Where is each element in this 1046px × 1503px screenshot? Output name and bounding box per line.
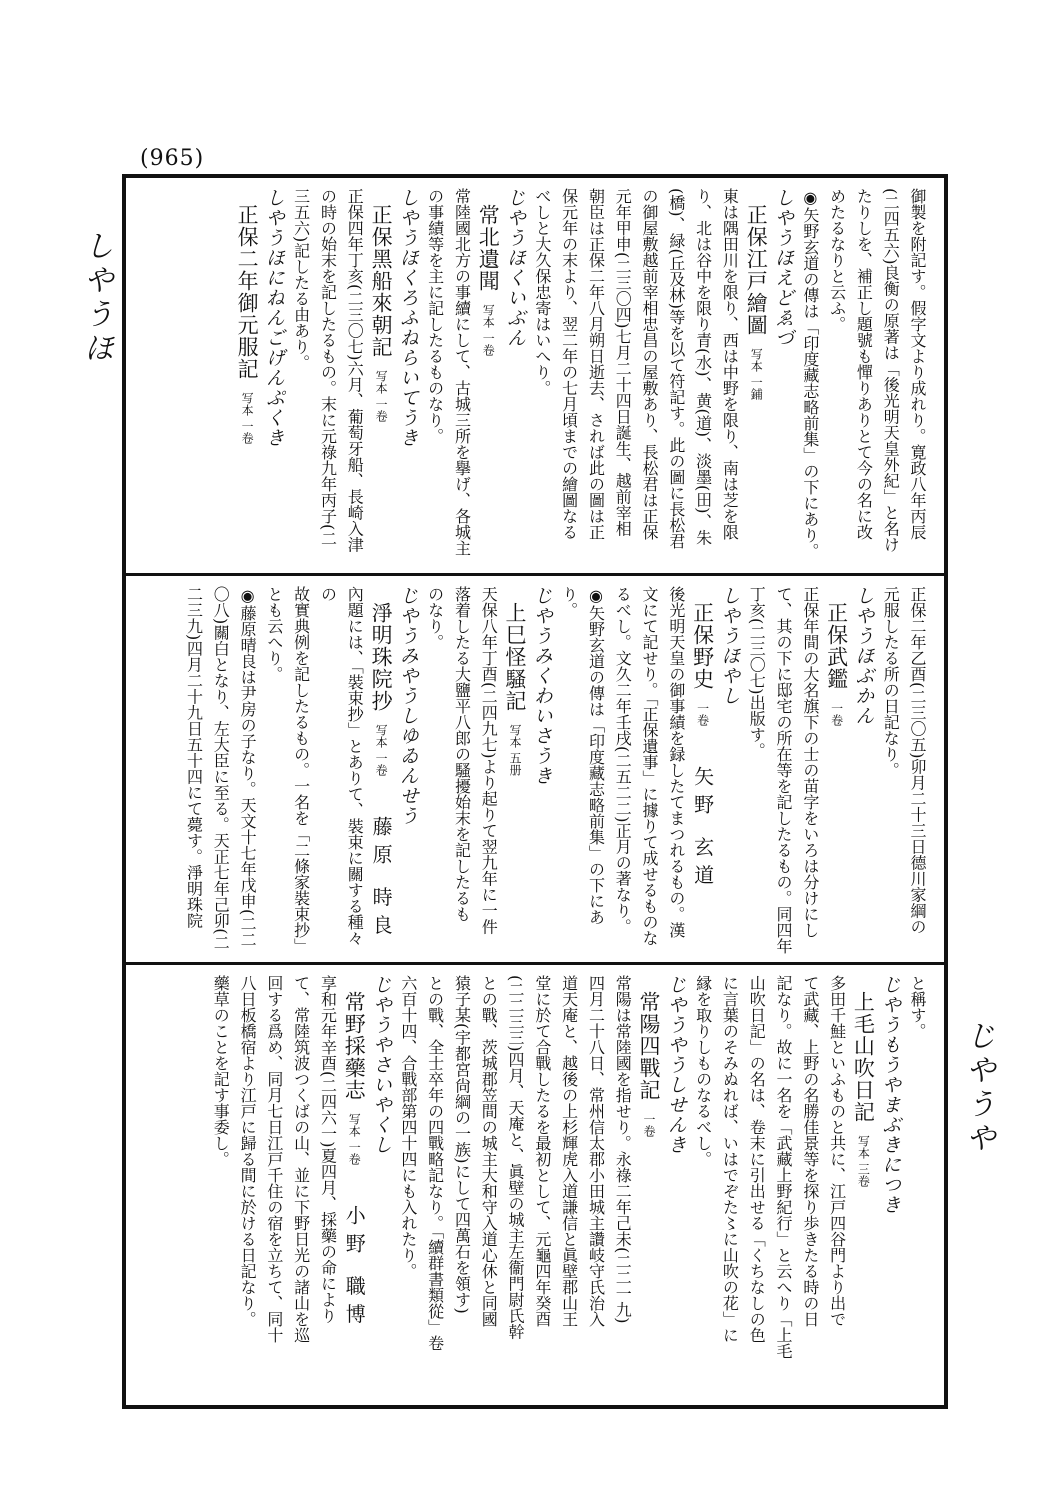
entry-volumes: 写本 五册 [508, 724, 523, 776]
body-line: 元服したる所の日記なり。 [881, 586, 901, 778]
body-line: 常陽は常陸國を指せり。永祿二年己未(二二一九) [613, 975, 633, 1324]
body-line: 保元年の末より、翌二年の七月頃までの繪圖なる [559, 188, 579, 540]
entry-author: 矢野 玄道 [690, 766, 715, 893]
entry-volumes: 一卷 [642, 1113, 657, 1137]
entry-title: 常野採藥志 [342, 991, 367, 1101]
entry-title-line [474, 188, 501, 566]
page-number: (965) [140, 146, 205, 171]
entry-volumes: 一卷 [695, 702, 710, 726]
body-line: に言葉のそみぬれば、いはでぞた〻に山吹の花」に [720, 975, 740, 1343]
body-line: 御製を附記す。假字文より成れり。寛政八年丙辰 [908, 188, 927, 540]
body-line: 記なり。故に一名を「武藏上野紀行」と云へり「上毛 [774, 975, 794, 1359]
entry-reading: じやうほくいぶん [504, 188, 527, 348]
body-line: 正保年間の大名旗下の士の苗字をいろは分けにし [800, 586, 820, 938]
entry-title: 常陽四戰記 [637, 991, 662, 1101]
body-line: (二二三三)四月、天庵と、眞壁の城主左衞門尉氏幹 [506, 975, 526, 1340]
body-line: の事績等を主に記したるものなり。 [425, 188, 445, 444]
entry-title: 正保武鑑 [824, 602, 849, 690]
entry-title-line [689, 586, 716, 954]
entry-volumes: 写本 一卷 [240, 392, 255, 444]
entry-reading: しやうほやし [718, 586, 741, 706]
body-line: 道天庵と、越後の上杉輝虎入道謙信と眞壁郡山王 [559, 975, 579, 1327]
body-line: (橋)、緑(丘及林)等を以て符記す。此の圖に長松君 [666, 188, 686, 549]
entry-author: 藤原 時良 [369, 815, 394, 943]
entry-title-line [340, 975, 367, 1399]
body-line: ◉藤原晴良は尹房の子なり。天文十七年戊申(二二 [238, 586, 258, 948]
body-line: のなり。 [425, 586, 445, 650]
entry-title-line [742, 188, 769, 566]
body-line: 多田千鮭といふものと共に、江戸四谷門より出で [827, 975, 847, 1327]
body-line: 享和元年辛酉(二四六一)夏四月、採藥の命により [318, 975, 338, 1324]
entry-reading: じやうやうしせんき [664, 975, 687, 1155]
entry-volumes: 写本 一卷 [481, 304, 496, 356]
body-line: 二三九)四月二十九日五十四にて薨す。淨明珠院 [184, 586, 204, 929]
body-line: 常陸國北方の事續にして、古城三所を擧げ、各城主 [452, 188, 472, 556]
entry-volumes: 一卷 [829, 702, 844, 726]
entry-reading: じやうみやうしゆゐんせう [396, 586, 419, 826]
entry-title: 正保野史 [690, 602, 715, 690]
section-bottom [130, 967, 940, 1405]
body-line: て、其の下に邸宅の所在等を記したるもの。同四年 [774, 586, 794, 954]
entry-title-line [823, 586, 850, 954]
body-line: て武藏、上野の名勝佳景等を探り歩きたる時の日 [800, 975, 820, 1327]
entry-title: 正保江戸繪圖 [744, 204, 769, 336]
body-line: 天保八年丁酉(二四九七)より起りて翌九年に一件 [479, 586, 499, 935]
body-line: 六百十四、合戰部第四十四にも入れたり。 [398, 975, 418, 1279]
body-line: 丁亥(二三〇七)出版す。 [747, 586, 767, 759]
section-middle [130, 578, 940, 960]
section-divider [126, 962, 944, 965]
entry-title: 上毛山吹日記 [851, 991, 876, 1123]
entry-title-line [367, 586, 394, 954]
body-line: 落着したる大鹽平八郎の騷擾始末を記したるも [452, 586, 472, 922]
body-line: の時の始末を記したるもの。末に元祿九年丙子(二 [318, 188, 338, 547]
entry-title-line [501, 586, 528, 954]
entry-reading: じやうみくわいさうき [530, 586, 553, 786]
entry-volumes: 写本 一卷 [374, 724, 389, 776]
entry-volumes: 写本 一卷 [374, 370, 389, 422]
entry-author: 小野 職博 [342, 1204, 367, 1332]
body-line: り、北は谷中を限り青(水)、黄(道)、淡墨(田)、朱 [693, 188, 713, 546]
body-line: 東は隅田川を限り、西は中野を限り、南は芝を限 [720, 188, 740, 540]
body-line: 內題には、「裝束抄」とありて、裝束に關する種々の [318, 586, 365, 946]
entry-reading: じやうもうやまぶきにつき [879, 975, 902, 1215]
body-line: との戰、茨城郡笠間の城主大和守入道心休と同國 [479, 975, 499, 1327]
body-line: 回する爲め、同月七日江戸千住の宿を立ちて、同十 [264, 975, 284, 1343]
body-line: ◉矢野玄道の傳は「印度藏志略前集」の下にあり。 [559, 586, 606, 925]
body-line: の御屋敷越前宰相忠昌の屋敷あり、長松君は正保 [640, 188, 660, 540]
section-divider [126, 573, 944, 576]
body-line: 元年甲申(二三〇四)七月二十四日誕生、越前宰相 [613, 188, 633, 537]
entry-title: 常北遺聞 [476, 204, 501, 292]
body-line: 〇八)關白となり、左大臣に至る。天正七年己卯(二 [211, 586, 231, 951]
entry-volumes: 写本 一鋪 [749, 348, 764, 400]
entry-reading: じやうやさいやくし [370, 975, 393, 1155]
entry-title-line [635, 975, 662, 1399]
entry-reading: しやうほにねんごげんぷくき [262, 188, 285, 448]
body-line: 故實典例を記したるもの。一名を「二條家裝束抄」 [291, 586, 311, 954]
entry-title-line [850, 975, 877, 1399]
entry-title: 上巳怪騷記 [503, 602, 528, 712]
entry-volumes: 写本 三卷 [856, 1135, 871, 1187]
entry-reading: しやうほぶかん [852, 586, 875, 726]
body-line: 文にて記せり。「正保遺事」に據りて成せるものな [640, 586, 660, 946]
entry-reading: しやうほえどゑづ [772, 188, 795, 348]
running-head-left: じやうや [960, 1020, 995, 1156]
entry-title: 淨明珠院抄 [369, 602, 394, 712]
body-line: て、常陸筑波つくばの山、並に下野日光の諸山を巡 [291, 975, 311, 1343]
body-line: 縁を取りしものなるべし。 [693, 975, 713, 1167]
running-head-right: しやうほ [78, 230, 113, 366]
entry-volumes: 写本 一卷 [347, 1113, 362, 1165]
body-line: めたるなりと云ふ。 [827, 188, 847, 332]
body-line: 後光明天皇の御事績を録したてまつれるもの。漢 [666, 586, 686, 938]
body-line: 堂に於て合戰したるを最初として、元龜四年癸酉 [532, 975, 552, 1327]
body-line: と稱す。 [908, 975, 927, 1039]
section-top [130, 180, 940, 572]
body-line: (二四五六)良衡の原著は「後光明天皇外紀」と名け [881, 188, 901, 553]
body-line: べしと大久保忠寄はいへり。 [532, 188, 552, 396]
entry-title-line [233, 188, 260, 566]
entry-reading: しやうほくろふねらいてうき [396, 188, 419, 448]
body-line: との戰、全士卒年の四戰略記なり。「續群書類從」卷 [425, 975, 445, 1351]
body-line: るべし。文久二年壬戌(二五二二)正月の著なり。 [613, 586, 633, 935]
body-line: 八日板橋宿より江戸に歸る間に於ける日記なり。 [238, 975, 258, 1327]
entry-title: 正保黑船來朝記 [369, 204, 394, 358]
body-line: 四月二十八日、常州信太郡小田城主讚岐守氏治入 [586, 975, 606, 1327]
body-line: 猿子某(宇都宮尙綱の一族)にして四萬石を領す) [452, 975, 472, 1314]
entry-title-line [367, 188, 394, 566]
body-line: ◉矢野玄道の傳は「印度藏志略前集」の下にあり。 [800, 188, 820, 559]
body-line: 朝臣は正保二年八月朔日逝去、されば此の圖は正 [586, 188, 606, 540]
body-line: とも云へり。 [264, 586, 284, 682]
body-line: 正保二年乙酉(二三〇五)卯月二十三日德川家綱の [908, 586, 927, 935]
body-line: 三五六)記したる由あり。 [291, 188, 311, 371]
body-line: 山吹日記」の名は、卷末に引出せる「くちなしの色 [747, 975, 767, 1343]
body-line: たりしを、補正し題號も憚りありとて今の名に改 [854, 188, 874, 540]
entry-title: 正保二年御元服記 [235, 204, 260, 380]
body-line: 正保四年丁亥(二三〇七)六月、葡萄牙船、長崎入津 [345, 188, 365, 553]
body-line: 藥草のことを記す事委し。 [211, 975, 231, 1167]
